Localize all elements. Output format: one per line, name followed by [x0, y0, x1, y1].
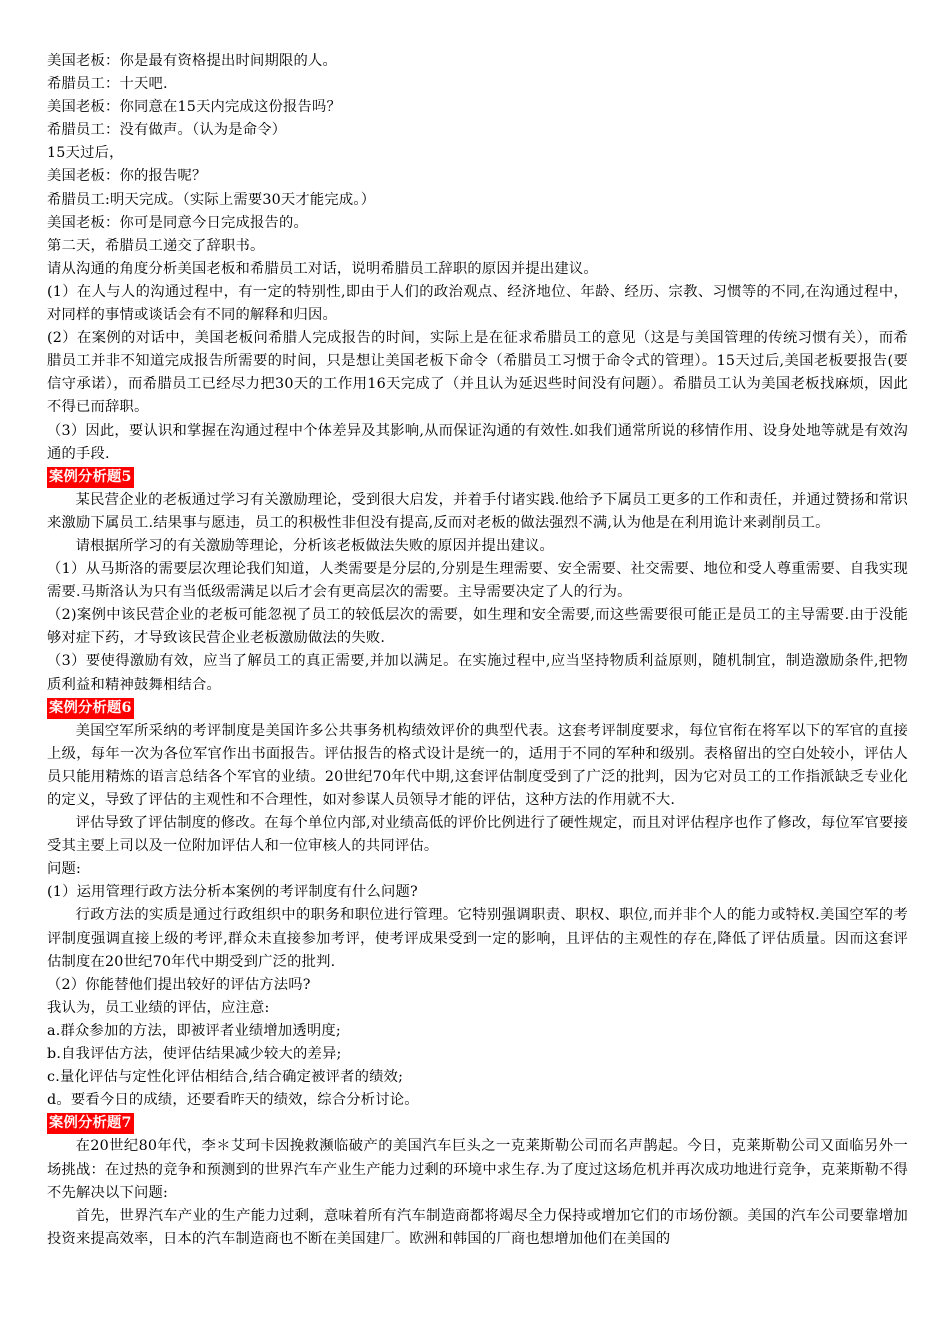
section-heading: 案例分析题6 [47, 698, 134, 719]
case-paragraph: 某民营企业的老板通过学习有关激励理论，受到很大启发，并着手付诸实践.他给予下属员工更多的工作和责任，并通过赞扬和常识来激励下属员工.结果事与愿违，员工的积极性非但没有提高,反而对老板的做法强烈不满,认为他是在利用诡计来剥削员工。 [47, 491, 908, 531]
dialogue-line: 希腊员工:明天完成。（实际上需要30天才能完成。） [47, 191, 376, 208]
list-item: d。要看今日的成绩，还要看昨天的绩效，综合分析讨论。 [47, 1092, 419, 1109]
dialogue-line: 美国老板：你的报告呢？ [47, 168, 207, 185]
dialogue-line: 美国老板：你是最有资格提出时间期限的人。 [47, 53, 337, 69]
case-paragraph: 首先，世界汽车产业的生产能力过剩，意味着所有汽车制造商都将竭尽全力保持或增加它们的市场份额。美国的汽车公司要靠增加投资来提高效率，日本的汽车制造商也不断在美国建厂。欧洲和韩国的厂商也想增加他们在美国的 [47, 1207, 908, 1247]
answer-intro: 我认为，员工业绩的评估，应注意: [47, 999, 270, 1016]
list-item: b.自我评估方法，使评估结果减少较大的差异; [47, 1046, 342, 1063]
answer-paragraph: 行政方法的实质是通过行政组织中的职务和职位进行管理。它特别强调职责、职权、职位,而并非个人的能力或特权.美国空军的考评制度强调直接上级的考评,群众未直接参加考评，使考评成果受到一定的影响，且评估的主观性的存在,降低了评估质量。因而这套评估制度在20世纪70年代中期受到广泛的批判. [47, 907, 908, 970]
case-paragraph: 评估导致了评估制度的修改。在每个单位内部,对业绩高低的评价比例进行了硬性规定，而且对评估程序也作了修改，每位军官要接受其主要上司以及一位附加评估人和一位审核人的共同评估。 [47, 815, 908, 855]
section-heading: 案例分析题7 [47, 1113, 134, 1134]
dialogue-line: 15天过后， [47, 145, 124, 162]
question-label: 问题: [47, 861, 82, 878]
answer-paragraph: (2）在案例的对话中，美国老板问希腊人完成报告的时间，实际上是在征求希腊员工的意见（这是与美国管理的传统习惯有关），而希腊员工并非不知道完成报告所需要的时间，只是想让美国老板下命令（希腊员工习惯于命令式的管理）。15天过后,美国老板要报告(要信守承诺），而希腊员工已经尽力把30天的工作用16天完成了（并且认为延迟些时间没有问题）。希腊员工认为美国老板找麻烦，因此不得已而辞职。 [47, 330, 908, 416]
dialogue-line: 美国老板：你同意在15天内完成这份报告吗？ [47, 99, 342, 116]
dialogue-line: 希腊员工：十天吧. [47, 76, 168, 93]
case-paragraph: 美国空军所采纳的考评制度是美国许多公共事务机构绩效评价的典型代表。这套考评制度要求，每位官衔在将军以下的军官的直接上级，每年一次为各位军官作出书面报告。评估报告的格式设计是统一的，适用于不同的军种和级别。表格留出的空白处较小，评估人员只能用精炼的语言总结各个军官的业绩。20世纪70年代中期,这套评估制度受到了广泛的批判，因为它对员工的工作指派缺乏专业化的定义，导致了评估的主观性和不合理性，如对参谋人员领导才能的评估，这种方法的作用就不大. [47, 722, 908, 808]
dialogue-line: 美国老板：你可是同意今日完成报告的。 [47, 214, 308, 231]
case-heading-7 [47, 1112, 908, 1135]
answer-paragraph: (1）在人与人的沟通过程中，有一定的特别性,即由于人们的政治观点、经济地位、年龄、经历、宗教、习惯等的不同,在沟通过程中，对同样的事情或谈话会有不同的解释和归因。 [47, 283, 908, 324]
list-item: a.群众参加的方法，即被评者业绩增加透明度; [47, 1022, 341, 1039]
answer-paragraph: （1）从马斯洛的需要层次理论我们知道，人类需要是分层的,分别是生理需要、安全需要、社交需要、地位和受人尊重需要、自我实现需要.马斯洛认为只有当低级需满足以后才会有更高层次的需要。主导需要决定了人的行为。 [47, 561, 908, 601]
answer-paragraph: （3）要使得激励有效，应当了解员工的真正需要,并加以满足。在实施过程中,应当坚持物质利益原则，随机制宜，制造激励条件,把物质利益和精神鼓舞相结合。 [47, 653, 908, 693]
case-paragraph: 在20世纪80年代，李＊艾珂卡因挽救濒临破产的美国汽车巨头之一克莱斯勒公司而名声鹊起。今日，克莱斯勒公司又面临另外一场挑战：在过热的竞争和预测到的世界汽车产业生产能力过剩的环境中求生存.为了度过这场危机并再次成功地进行竞争，克莱斯勒不得不先解决以下问题: [47, 1138, 908, 1201]
dialogue-line: 第二天，希腊员工递交了辞职书。 [47, 237, 265, 254]
list-item: c.量化评估与定性化评估相结合,结合确定被评者的绩效; [47, 1069, 404, 1086]
answer-paragraph: （2)案例中该民营企业的老板可能忽视了员工的较低层次的需要，如生理和安全需要,而这些需要很可能正是员工的主导需要.由于没能够对症下药，才导致该民营企业老板激励做法的失败. [47, 607, 908, 647]
question-text: (1）运用管理行政方法分析本案例的考评制度有什么问题? [47, 884, 418, 901]
answer-paragraph: （3）因此，要认识和掌握在沟通过程中个体差异及其影响,从而保证沟通的有效性.如我们通常所说的移情作用、设身处地等就是有效沟通的手段. [47, 422, 908, 462]
question-text: 请从沟通的角度分析美国老板和希腊员工对话，说明希腊员工辞职的原因并提出建议。 [47, 260, 598, 277]
case-heading-6 [47, 697, 908, 720]
dialogue-line: 希腊员工：没有做声。（认为是命令） [47, 122, 287, 139]
question-text: 请根据所学习的有关激励等理论，分析该老板做法失败的原因并提出建议。 [75, 537, 554, 554]
section-heading: 案例分析题5 [47, 467, 134, 488]
case-heading-5 [47, 466, 908, 489]
question-text: （2）你能替他们提出较好的评估方法吗? [47, 976, 311, 993]
